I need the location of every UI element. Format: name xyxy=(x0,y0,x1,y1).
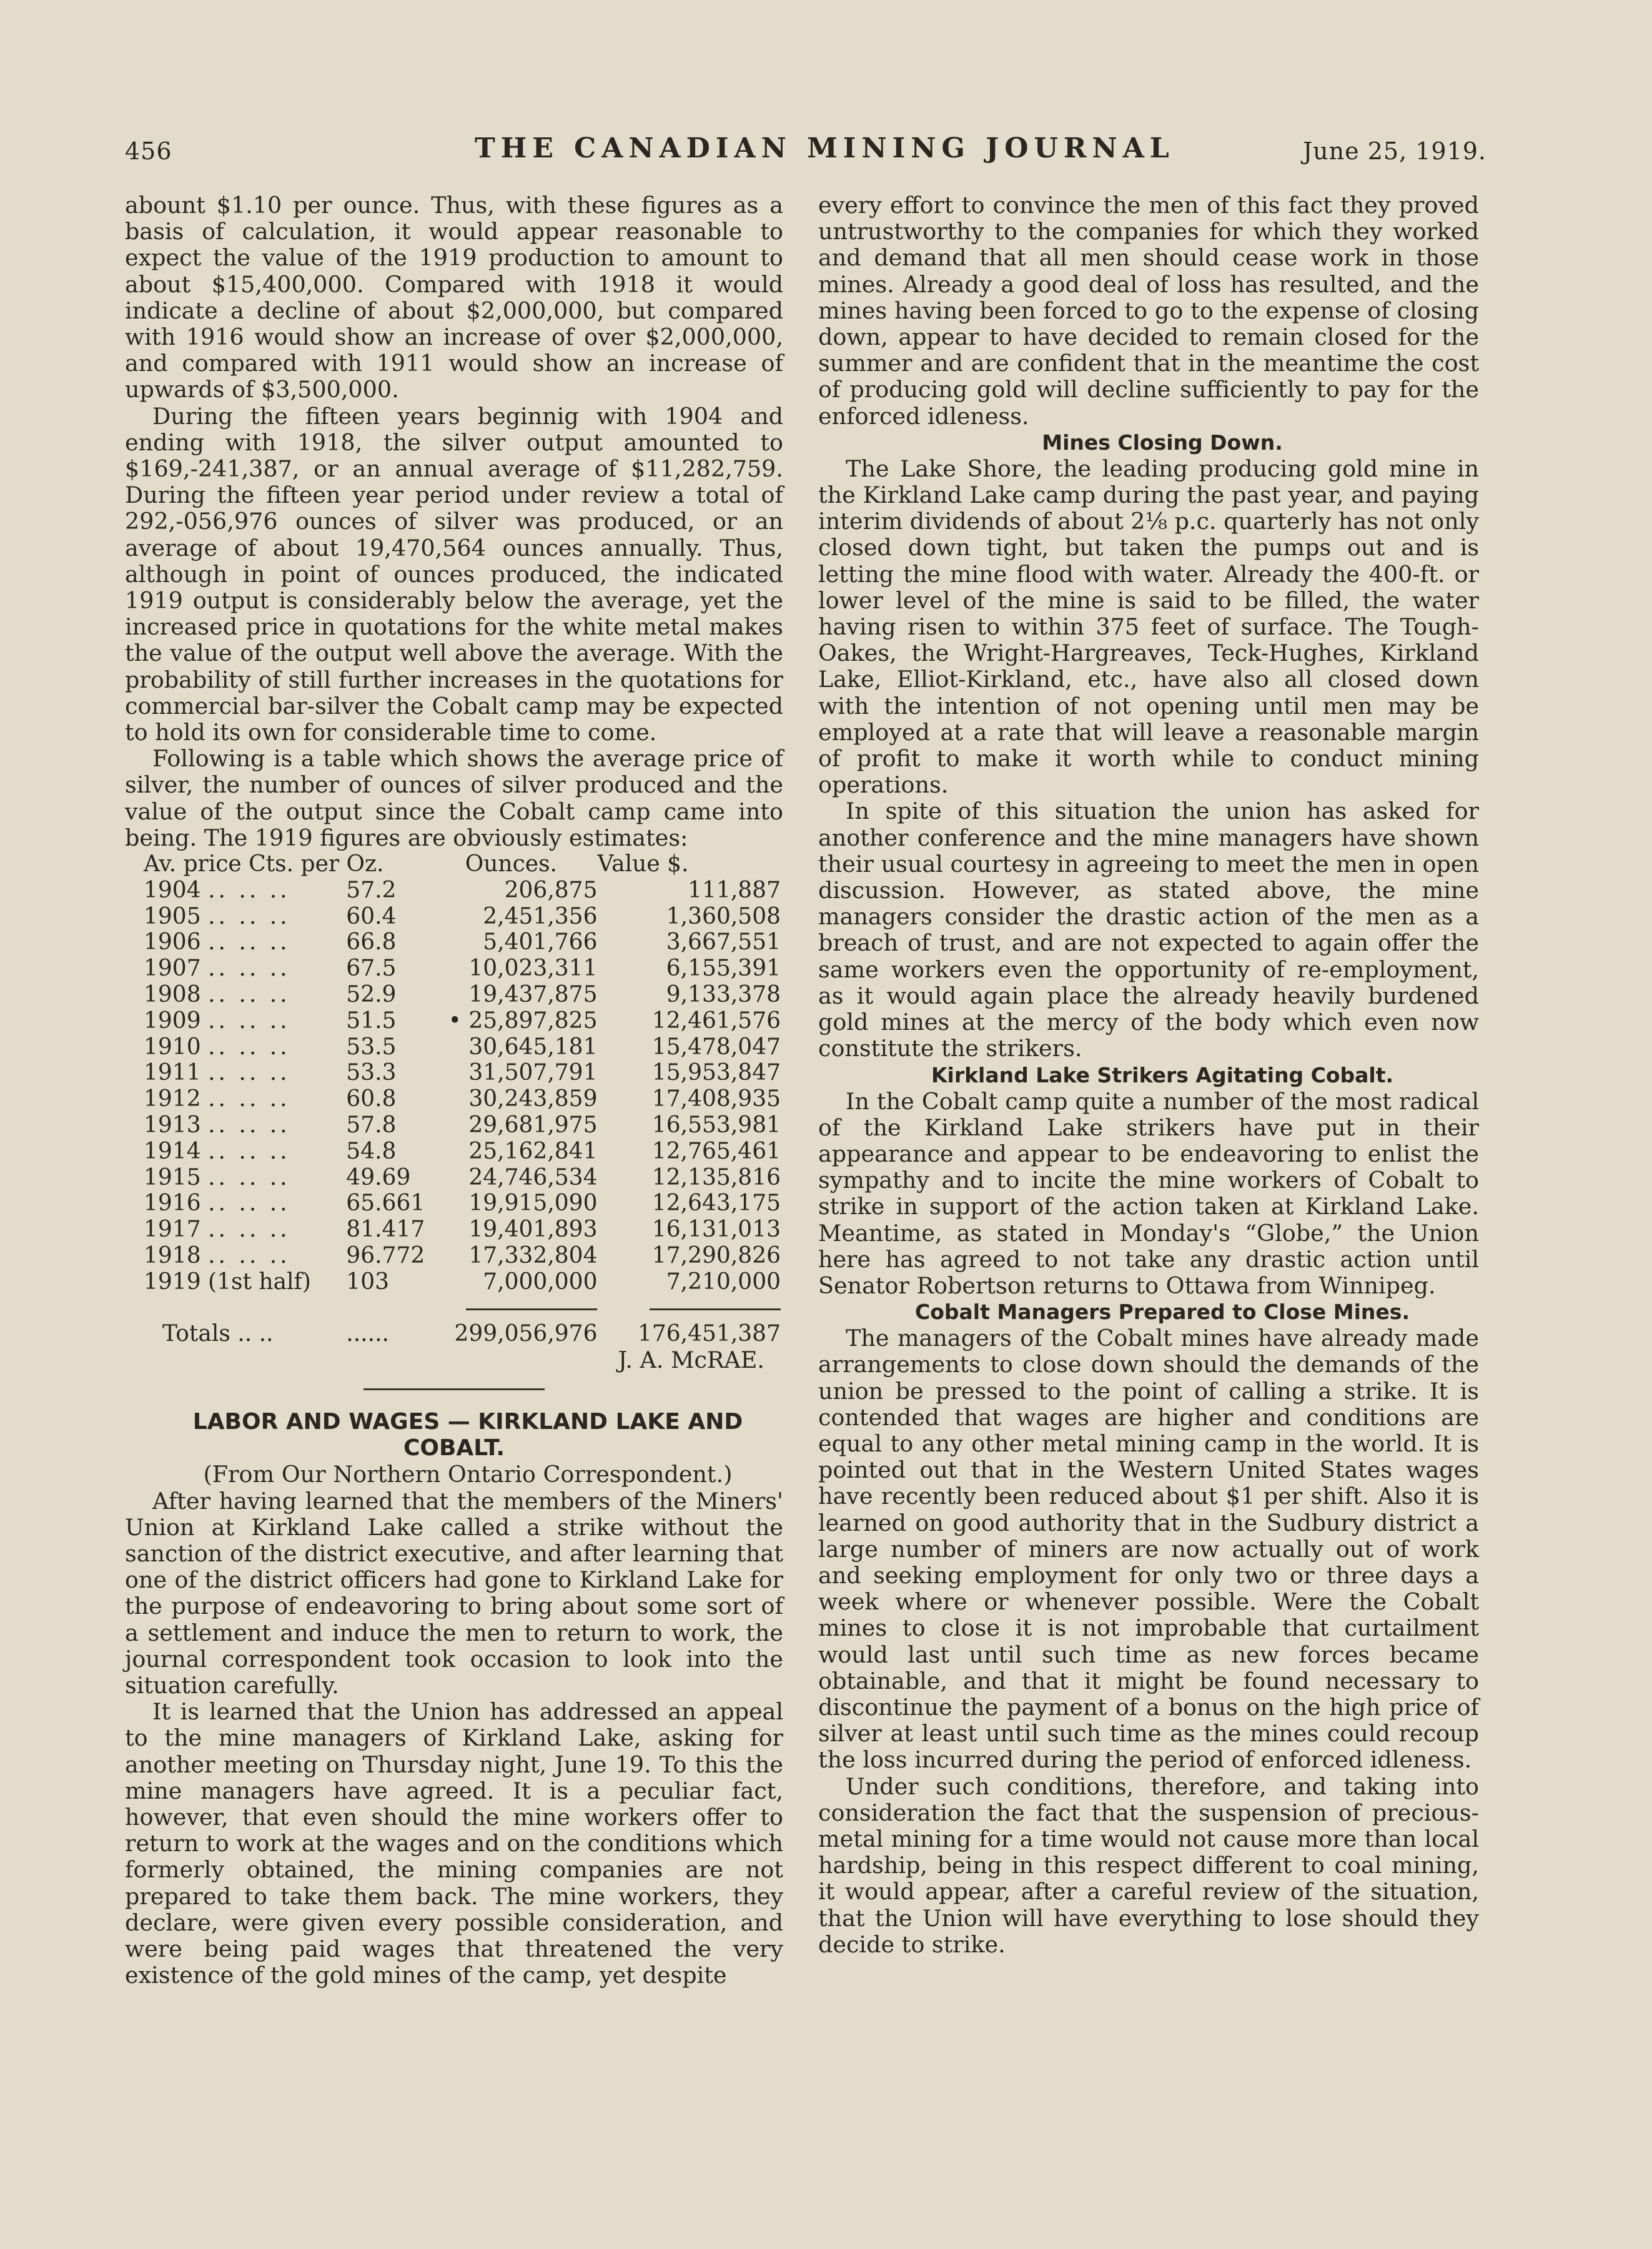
ounces-cell: 19,401,893 xyxy=(468,1217,598,1243)
value-cell: 17,408,935 xyxy=(651,1086,781,1112)
totals-dots: ...... xyxy=(346,1321,389,1347)
year-cell xyxy=(144,1086,346,1112)
paragraph: The managers of the Cobalt mines have already made arrangements to close down should the demands of the union be pressed to the point of calling a strike. It is contended that wages are higher and conditions are equal to any other metal mining camp in the world. It is pointed out that in the Western United States wages have recently been reduced about $1 per shift. Also it is learned on good authority that in the Sudbury district a large number of miners are now actually out of work and seeking employment for only two or three days a week where or whenever possible. Were the Cobalt mines to close it is not improbable that curtailment would last until such time as new forces became obtainable, and that it might be found necessary to discontinue the payment of a bonus on the high price of silver at least until such time as the mines could recoup the loss incurred during the period of enforced idleness. xyxy=(818,1325,1479,1774)
paragraph: Under such conditions, therefore, and taking into consideration the fact that the suspension of precious-metal mining for a time would not cause more than local hardship, being in this respect different to coal mining, it would appear, after a careful review of the situation, that the Union will have everything to lose should they decide to strike. xyxy=(818,1772,1479,1958)
year: 1914 xyxy=(144,1138,201,1164)
paragraph: Following is a table which shows the average price of silver, the number of ounces of silver produced and the value of the output since the Cobalt camp came into being. The 1919 figures are obviously estimates: xyxy=(125,745,783,851)
table-row xyxy=(144,1217,781,1243)
ounces-cell: 206,875 xyxy=(504,877,598,903)
table-row xyxy=(144,1060,781,1086)
price-cell: 54.8 xyxy=(346,1138,397,1164)
article-title: LABOR AND WAGES — KIRKLAND LAKE AND COBALT. xyxy=(192,1409,743,1461)
ounces-cell: • 25,897,825 xyxy=(448,1007,598,1034)
leader-dots: .. .. .. xyxy=(208,1060,290,1086)
price-cell: 51.5 xyxy=(346,1007,397,1034)
leader-dots: .. .. .. xyxy=(208,956,290,982)
year: 1919 (1st half) xyxy=(144,1268,311,1295)
year: 1908 xyxy=(144,982,201,1008)
value-cell: 12,135,816 xyxy=(651,1164,781,1190)
paragraph: abount $1.10 per ounce. Thus, with these figures as a basis of calculation, it would appear reasonable to expect the value of the 1919 production to amount to about $15,400,000. Compared with 1918 it would indicate a decline of about $2,000,000, but compared with 1916 would show an increase of over $2,000,000, and compared with 1911 would show an increase of upwards of $3,500,000. xyxy=(125,192,783,403)
year-cell xyxy=(144,1217,346,1243)
page-number: 456 xyxy=(125,137,172,165)
section-heading: Mines Closing Down. xyxy=(1042,430,1283,455)
left-column xyxy=(125,192,783,1989)
price-cell: 66.8 xyxy=(346,929,397,956)
paragraph: The Lake Shore, the leading producing gold mine in the Kirkland Lake camp during the past year, and paying interim dividends of about 2⅛ p.c. quarterly has not only closed down tight, but taken the pumps out and is letting the mine flood with water. Already the 400-ft. or lower level of the mine is said to be filled, the water having risen to within 375 feet of surface. The Tough-Oakes, the Wright-Hargreaves, Teck-Hughes, Kirkland Lake, Elliot-Kirkland, etc., have also all closed down with the intention of not opening until men may be employed at a rate that will leave a reasonable margin of profit to make it worth while to conduct mining operations. xyxy=(818,455,1479,799)
paragraph: It is learned that the Union has addressed an appeal to the mine managers of Kirkland Lake, asking for another meeting on Thursday night, June 19. To this the mine managers have agreed. It is a peculiar fact, however, that even should the mine workers offer to return to work at the wages and on the conditions which formerly obtained, the mining companies are not prepared to take them back. The mine workers, they declare, were given every possible consideration, and were being paid wages that threatened the very existence of the gold mines of the camp, yet despite xyxy=(125,1698,783,1989)
table-row xyxy=(144,1165,781,1191)
leader-dots: .. .. .. xyxy=(208,1243,290,1269)
ounces-cell: 10,023,311 xyxy=(468,956,598,982)
leader-dots: .. .. .. xyxy=(208,1138,290,1164)
ounces-cell: 25,162,841 xyxy=(468,1138,598,1164)
value-cell: 15,953,847 xyxy=(651,1060,781,1086)
year-cell xyxy=(144,1008,346,1034)
price-cell: 57.8 xyxy=(346,1112,397,1139)
price-cell: 96.772 xyxy=(346,1243,425,1269)
year: 1910 xyxy=(144,1034,201,1060)
table-row xyxy=(144,1139,781,1165)
leader-dots: .. .. .. xyxy=(208,1217,290,1243)
price-cell: 53.5 xyxy=(346,1034,397,1060)
year-cell xyxy=(144,1060,346,1086)
year-cell xyxy=(144,1034,346,1060)
ounces-cell: 2,451,356 xyxy=(483,903,598,929)
paragraph: After having learned that the members of the Miners' Union at Kirkland Lake called a strike without the sanction of the district executive, and after learning that one of the district officers had gone to Kirkland Lake for the purpose of endeavoring to bring about some sort of a settlement and induce the men to return to work, the journal correspondent took occasion to look into the situation carefully. xyxy=(125,1487,783,1699)
leader-dots: .. .. .. xyxy=(208,982,290,1008)
price-cell: 52.9 xyxy=(346,982,397,1008)
ounces-cell: 7,000,000 xyxy=(483,1268,598,1295)
price-cell: 65.661 xyxy=(346,1190,425,1217)
ounces-cell: 17,332,804 xyxy=(468,1243,598,1269)
value-cell: 3,667,551 xyxy=(666,929,781,956)
article-source: (From Our Northern Ontario Correspondent.) xyxy=(203,1461,733,1488)
year-cell xyxy=(144,956,346,982)
table-row xyxy=(144,1190,781,1217)
totals-rule xyxy=(466,1308,597,1310)
value-cell: 6,155,391 xyxy=(666,956,781,982)
paragraph: In spite of this situation the union has asked for another conference and the mine managers have shown their usual courtesy in agreeing to meet the men in open discussion. However, as stated above, the mine managers consider the drastic action of the men as a breach of trust, and are not expected to again offer the same workers even the opportunity of re-employment, as it would again place the already heavily burdened gold mines at the mercy of the body which even now constitute the strikers. xyxy=(818,798,1479,1062)
section-heading: Kirkland Lake Strikers Agitating Cobalt. xyxy=(931,1062,1394,1087)
leader-dots: .. .. .. xyxy=(208,1190,290,1217)
author-signature: J. A. McRAE. xyxy=(618,1347,764,1374)
value-cell: 12,643,175 xyxy=(651,1190,781,1217)
table-row xyxy=(144,877,781,904)
totals-text: Totals .. .. xyxy=(162,1321,274,1347)
year-cell xyxy=(144,877,346,904)
journal-title: THE CANADIAN MINING JOURNAL xyxy=(475,132,1175,164)
year: 1913 xyxy=(144,1112,201,1139)
value-cell: 16,131,013 xyxy=(651,1217,781,1243)
right-column xyxy=(818,192,1479,1958)
year: 1911 xyxy=(144,1060,201,1086)
leader-dots: .. .. .. xyxy=(208,1112,290,1139)
value-cell: 12,765,461 xyxy=(651,1138,781,1164)
year-cell xyxy=(144,982,346,1008)
page-header xyxy=(125,132,1486,170)
year-cell xyxy=(144,1243,346,1269)
price-cell: 103 xyxy=(346,1268,390,1295)
year: 1909 xyxy=(144,1007,201,1034)
leader-dots: .. .. .. xyxy=(208,1164,290,1190)
year: 1906 xyxy=(144,929,201,956)
leader-dots: .. .. .. xyxy=(208,903,290,929)
leader-dots: .. .. .. xyxy=(208,1007,290,1034)
column-header-price: Av. price Cts. per Oz. xyxy=(144,851,384,877)
value-cell: 111,887 xyxy=(688,877,781,903)
year-cell xyxy=(144,1269,346,1295)
table-row xyxy=(144,1269,781,1295)
value-cell: 15,478,047 xyxy=(651,1034,781,1060)
table-row xyxy=(144,1008,781,1034)
table-row xyxy=(144,904,781,930)
value-cell: 7,210,000 xyxy=(666,1268,781,1295)
table-row xyxy=(144,1112,781,1139)
totals-ounces: 299,056,976 xyxy=(454,1321,598,1347)
year-cell xyxy=(144,1112,346,1139)
price-cell: 67.5 xyxy=(346,956,397,982)
totals-label xyxy=(144,1321,346,1347)
year: 1905 xyxy=(144,903,201,929)
issue-date: June 25, 1919. xyxy=(1302,137,1486,165)
totals-value: 176,451,387 xyxy=(637,1321,781,1347)
value-cell: 9,133,378 xyxy=(666,982,781,1008)
totals-row xyxy=(144,1321,781,1347)
year-cell xyxy=(144,1165,346,1191)
price-cell: 49.69 xyxy=(346,1164,411,1190)
price-cell: 81.417 xyxy=(346,1217,425,1243)
table-row xyxy=(144,1034,781,1060)
ounces-cell: 29,681,975 xyxy=(468,1112,598,1139)
ounces-cell: 31,507,791 xyxy=(468,1060,598,1086)
year-cell xyxy=(144,1139,346,1165)
ounces-cell: 24,746,534 xyxy=(468,1164,598,1190)
section-heading: Cobalt Managers Prepared to Close Mines. xyxy=(915,1300,1410,1325)
table-row xyxy=(144,982,781,1008)
ounces-cell: 5,401,766 xyxy=(483,929,598,956)
ounces-cell: 19,437,875 xyxy=(468,982,598,1008)
table-row xyxy=(144,1086,781,1112)
column-header-ounces: Ounces. xyxy=(465,851,558,877)
silver-output-table xyxy=(144,851,781,1347)
year-cell xyxy=(144,904,346,930)
paragraph: During the fifteen years beginnig with 1904 and ending with 1918, the silver output amounted to $169,-241,387, or an annual average of $11,282,759. During the fifteen year period under review a total of 292,-056,976 ounces of silver was produced, or an average of about 19,470,564 ounces annually. Thus, although in point of ounces produced, the indicated 1919 output is considerably below the average, yet the increased price in quotations for the white metal makes the value of the output well above the average. With the probability of still further increases in the quotations for commercial bar-silver the Cobalt camp may be expected to hold its own for considerable time to come. xyxy=(125,402,783,746)
leader-dots: .. .. .. xyxy=(208,1034,290,1060)
year: 1918 xyxy=(144,1243,201,1269)
paragraph: every effort to convince the men of this fact they proved untrustworthy to the companies for which they worked and demand that all men should cease work in those mines. Already a good deal of loss has resulted, and the mines having been forced to go to the expense of closing down, appear to have decided to remain closed for the summer and are confident that in the meantime the cost of producing gold will decline sufficiently to pay for the enforced idleness. xyxy=(818,192,1479,430)
year-cell xyxy=(144,929,346,956)
leader-dots: .. .. .. xyxy=(208,877,290,903)
year: 1915 xyxy=(144,1164,201,1190)
year-cell xyxy=(144,1190,346,1217)
leader-dots: .. .. .. xyxy=(208,929,290,956)
table-row xyxy=(144,1243,781,1269)
ounces-cell: 19,915,090 xyxy=(468,1190,598,1217)
value-cell: 17,290,826 xyxy=(651,1243,781,1269)
value-cell: 1,360,508 xyxy=(666,903,781,929)
price-cell: 53.3 xyxy=(346,1060,397,1086)
table-row xyxy=(144,956,781,982)
totals-rule xyxy=(650,1308,781,1310)
value-cell: 12,461,576 xyxy=(651,1007,781,1034)
totals-rule-row xyxy=(144,1295,781,1322)
ounces-cell: 30,645,181 xyxy=(468,1034,598,1060)
ounces-cell: 30,243,859 xyxy=(468,1086,598,1112)
price-cell: 60.8 xyxy=(346,1086,397,1112)
price-cell: 60.4 xyxy=(346,903,397,929)
year: 1917 xyxy=(144,1217,201,1243)
value-cell: 16,553,981 xyxy=(651,1112,781,1139)
leader-dots: .. .. .. xyxy=(208,1086,290,1112)
price-cell: 57.2 xyxy=(346,877,397,903)
year: 1907 xyxy=(144,956,201,982)
section-divider xyxy=(364,1388,545,1390)
year: 1904 xyxy=(144,877,201,903)
paragraph: In the Cobalt camp quite a number of the most radical of the Kirkland Lake strikers have put in their appearance and appear to be endeavoring to enlist the sympathy and to incite the mine workers of Cobalt to strike in support of the action taken at Kirkland Lake. Meantime, as stated in Monday's “Globe,” the Union here has agreed to not take any drastic action until Senator Robertson returns to Ottawa from Winnipeg. xyxy=(818,1087,1479,1299)
year: 1912 xyxy=(144,1086,201,1112)
column-header-value: Value $. xyxy=(597,851,689,877)
table-row xyxy=(144,929,781,956)
year: 1916 xyxy=(144,1190,201,1217)
table-header-row xyxy=(144,851,781,877)
